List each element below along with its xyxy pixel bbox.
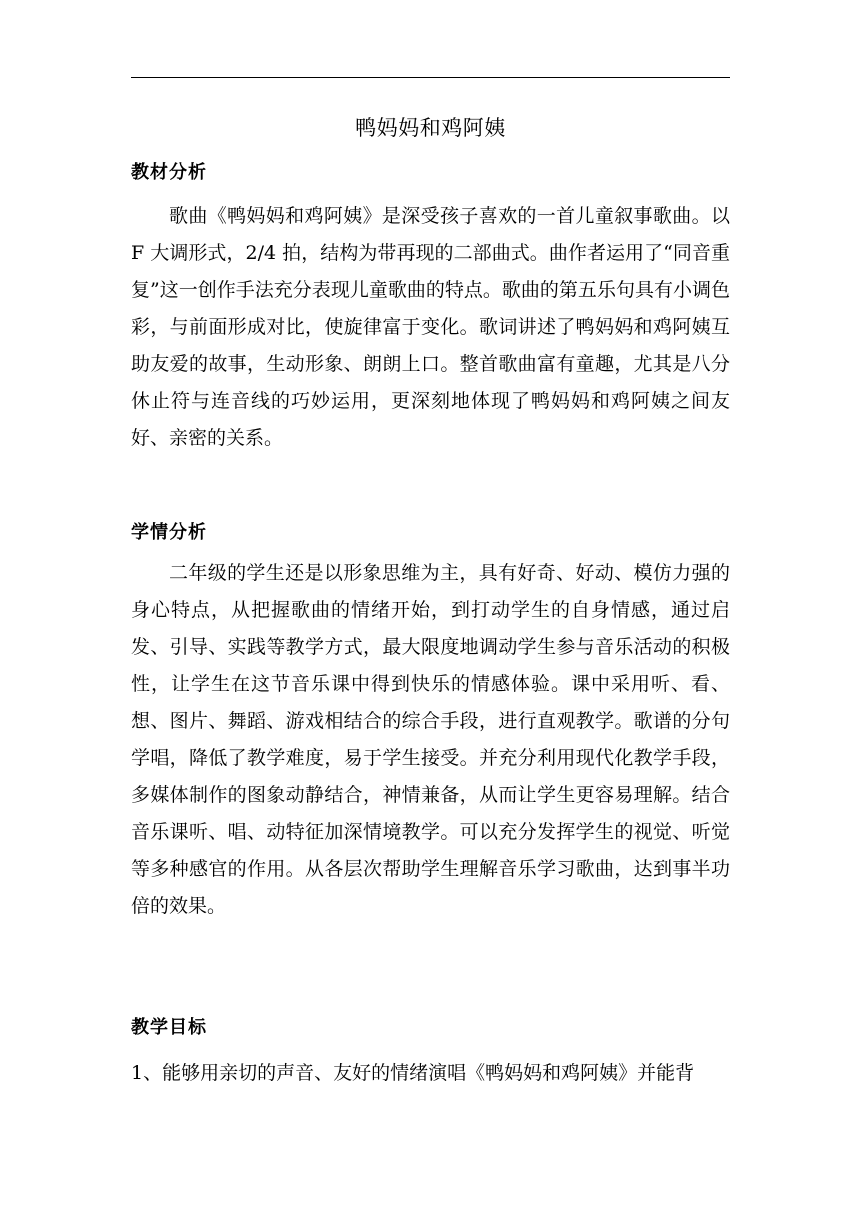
document-title: 鸭妈妈和鸡阿姨 xyxy=(355,116,506,140)
section-paragraph-textbook-analysis: 歌曲《鸭妈妈和鸡阿姨》是深受孩子喜欢的一首儿童叙事歌曲。以F 大调形式，2/4 拍，结构为带再现的二部曲式。曲作者运用了“同音重复”这一创作手法充分表现儿童歌曲的特点。歌曲的第五乐句具有小调色彩，与前面形成对比，使旋律富于变化。歌词讲述了鸭妈妈和鸡阿姨互助友爱的故事，生动形象、朗朗上口。整首歌曲富有童趣，尤其是八分休止符与连音线的巧妙运用，更深刻地体现了鸭妈妈和鸡阿姨之间友好、亲密的关系。 xyxy=(131,205,730,449)
section-heading-student-analysis: 学情分析 xyxy=(131,522,207,543)
section-heading-textbook-analysis: 教材分析 xyxy=(131,162,207,183)
teaching-goal-item-1: 1、能够用亲切的声音、友好的情绪演唱《鸭妈妈和鸡阿姨》并能背 xyxy=(131,1062,695,1084)
section-paragraph-student-analysis: 二年级的学生还是以形象思维为主，具有好奇、好动、模仿力强的身心特点，从把握歌曲的情绪开始，到打动学生的自身情感，通过启发、引导、实践等教学方式，最大限度地调动学生参与音乐活动的积极性，让学生在这节音乐课中得到快乐的情感体验。课中采用听、看、想、图片、舞蹈、游戏相结合的综合手段，进行直观教学。歌谱的分句学唱，降低了教学难度，易于学生接受。并充分利用现代化教学手段，多媒体制作的图象动静结合，神情兼备，从而让学生更容易理解。结合音乐课听、唱、动特征加深情境教学。可以充分发挥学生的视觉、听觉等多种感官的作用。从各层次帮助学生理解音乐学习歌曲，达到事半功倍的效果。 xyxy=(131,562,730,917)
header-rule xyxy=(131,77,730,78)
section-heading-teaching-goals: 教学目标 xyxy=(131,1017,207,1038)
